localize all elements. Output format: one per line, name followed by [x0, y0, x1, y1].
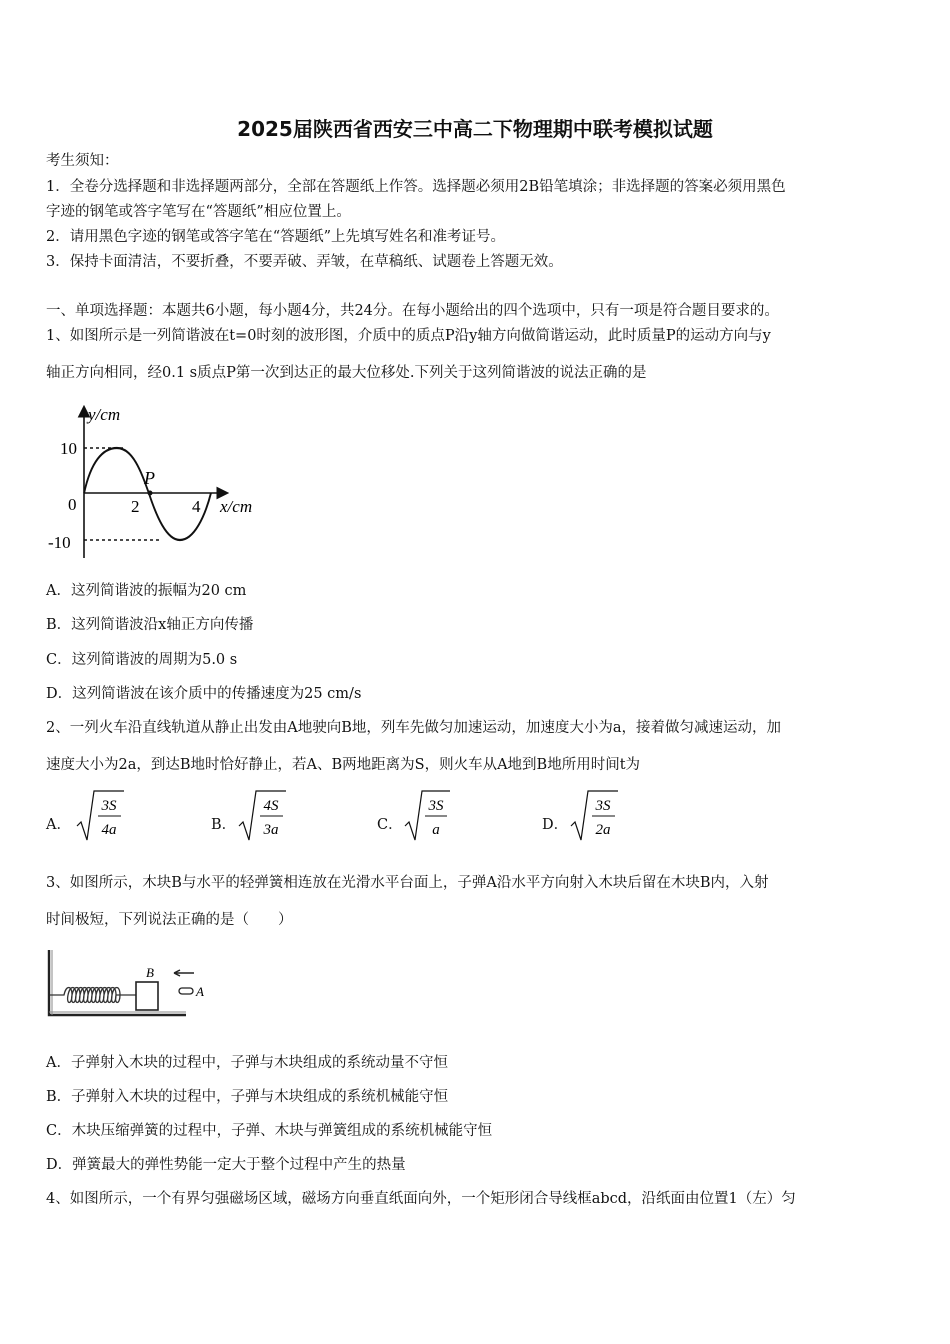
point-p: [148, 491, 153, 496]
block-b: [136, 982, 158, 1010]
x-tick-4: 4: [192, 497, 201, 516]
q2-option-a-formula: [76, 788, 126, 844]
notice-item: 3．保持卡面清洁，不要折叠，不要弄破、弄皱，在草稿纸、试题卷上答题无效。: [46, 254, 563, 270]
block-b-label: B: [146, 965, 154, 980]
spring-block-figure: [44, 945, 214, 1020]
q2-option-d-formula: [570, 788, 620, 844]
svg-text:3S: 3S: [595, 798, 611, 814]
q2-option-c-label: C．: [377, 817, 403, 833]
svg-text:3S: 3S: [101, 798, 117, 814]
q1-option-b: B．这列简谐波沿x轴正方向传播: [46, 617, 254, 633]
point-p-label: P: [144, 468, 155, 488]
spring: [50, 988, 136, 1003]
q2-option-b-formula: [238, 788, 288, 844]
notice-item: 字迹的钢笔或答字笔写在“答题纸”相应位置上。: [46, 204, 351, 220]
wave-graph: [48, 400, 278, 570]
q3-stem-line1: 3、如图所示，木块B与水平的轻弹簧相连放在光滑水平台面上，子弹A沿水平方向射入木块后留在木块B内，入射: [46, 875, 769, 891]
y-tick-neg10: -10: [48, 533, 71, 552]
q4-stem-line1: 4、如图所示，一个有界匀强磁场区域，磁场方向垂直纸面向外，一个矩形闭合导线框abcd，沿纸面由位置1（左）匀: [46, 1191, 796, 1207]
q3-stem-line2: 时间极短，下列说法正确的是（ ）: [46, 912, 293, 928]
x-tick-2: 2: [131, 497, 140, 516]
q2-stem-line1: 2、一列火车沿直线轨道从静止出发由A地驶向B地，列车先做匀加速运动，加速度大小为a，接着做匀减速运动，加: [46, 720, 781, 736]
q1-option-c: C．这列简谐波的周期为5.0 s: [46, 652, 238, 668]
y-tick-10: 10: [60, 439, 77, 458]
q3-option-b: B．子弹射入木块的过程中，子弹与木块组成的系统机械能守恒: [46, 1089, 449, 1105]
q2-option-a-label: A．: [46, 817, 71, 833]
q1-option-a: A．这列简谐波的振幅为20 cm: [46, 583, 247, 599]
svg-text:4a: 4a: [101, 822, 117, 838]
notice-item: 1．全卷分选择题和非选择题两部分，全部在答题纸上作答。选择题必须用2B铅笔填涂；非选择题的答案必须用黑色: [46, 179, 786, 195]
y-axis-label: y/cm: [88, 405, 121, 424]
svg-text:2a: 2a: [595, 822, 611, 838]
q3-option-c: C．木块压缩弹簧的过程中，子弹、木块与弹簧组成的系统机械能守恒: [46, 1123, 493, 1139]
bullet-a: [179, 988, 193, 994]
exam-title: 2025届陕西省西安三中高二下物理期中联考模拟试题: [237, 117, 713, 141]
q3-option-a: A．子弹射入木块的过程中，子弹与木块组成的系统动量不守恒: [46, 1055, 448, 1071]
section-heading: 一、单项选择题：本题共6小题，每小题4分，共24分。在每小题给出的四个选项中，只有一项是符合题目要求的。: [46, 303, 779, 319]
q2-option-d-label: D．: [542, 817, 569, 833]
svg-text:3S: 3S: [428, 798, 444, 814]
q1-option-d: D．这列简谐波在该介质中的传播速度为25 cm/s: [46, 686, 362, 702]
q2-option-b-label: B．: [211, 817, 237, 833]
svg-text:a: a: [432, 822, 440, 838]
svg-text:4S: 4S: [263, 798, 279, 814]
bullet-a-label: A: [196, 984, 204, 999]
notice-item: 2．请用黑色字迹的钢笔或答字笔在“答题纸”上先填写姓名和准考证号。: [46, 229, 506, 245]
wave-curve: [84, 448, 211, 540]
wall-and-floor: [49, 950, 186, 1015]
svg-text:3a: 3a: [263, 822, 279, 838]
q2-option-c-formula: [404, 788, 454, 844]
arrow-icon: [174, 970, 194, 976]
q1-stem-line2: 轴正方向相同，经0.1 s质点P第一次到达正的最大位移处.下列关于这列简谐波的说法正确的是: [46, 365, 647, 381]
x-axis-label: x/cm: [220, 497, 253, 516]
q2-stem-line2: 速度大小为2a，到达B地时恰好静止，若A、B两地距离为S，则火车从A地到B地所用时间t为: [46, 757, 641, 773]
q1-stem-line1: 1、如图所示是一列简谐波在t=0时刻的波形图，介质中的质点P沿y轴方向做简谐运动，此时质量P的运动方向与y: [46, 328, 771, 344]
y-tick-0: 0: [68, 495, 77, 514]
notice-heading: 考生须知：: [46, 153, 119, 169]
q3-option-d: D．弹簧最大的弹性势能一定大于整个过程中产生的热量: [46, 1157, 406, 1173]
